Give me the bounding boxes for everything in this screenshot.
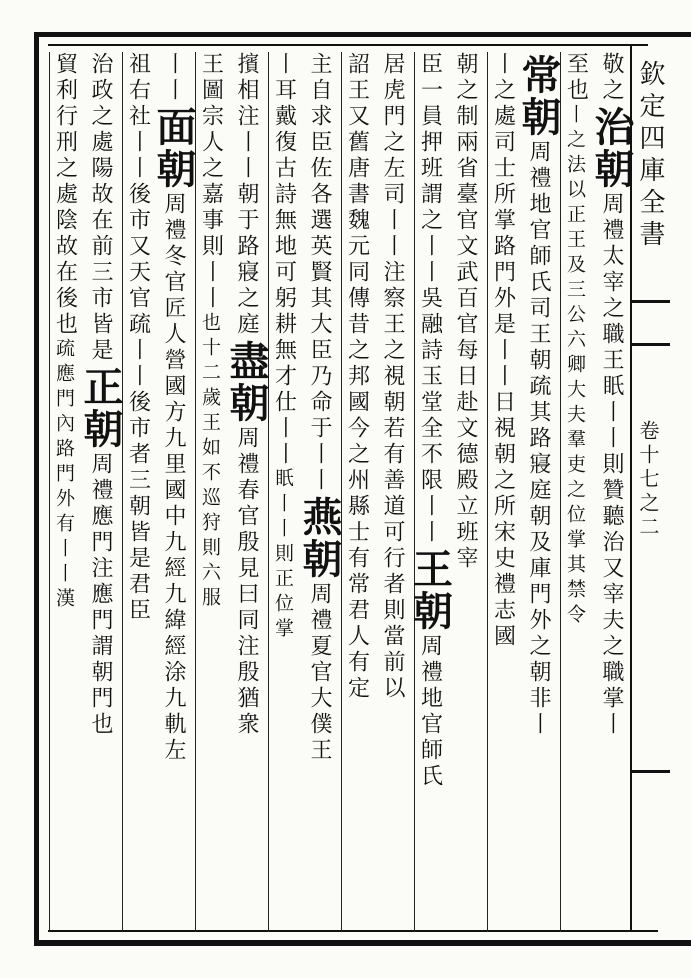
- text-column: [406, 52, 454, 932]
- column-text: 貿利行刑之處陰故在後也: [52, 52, 78, 338]
- top-rule: [48, 44, 648, 46]
- column-text: 王圖宗人之嘉事則丨丨: [198, 52, 224, 312]
- margin-rule: [630, 770, 670, 773]
- entry-heading: 治朝: [588, 106, 635, 190]
- column-text: 周禮夏官大僕王: [307, 582, 332, 764]
- text-column: [77, 52, 124, 932]
- column-text: 丨之法以正王及三公六卿大夫羣吏之位掌其禁令: [564, 104, 586, 629]
- column-text: 朝之制兩省臺官文武百官每日赴文德殿立班宰: [453, 52, 478, 572]
- text-column: [450, 52, 480, 932]
- column-text: 丨耳戴復古詩無地可躬耕無才仕丨丨: [271, 52, 297, 468]
- volume-label: 卷十七之二: [636, 420, 660, 540]
- text-column: [223, 52, 270, 932]
- text-column: [515, 52, 562, 932]
- entry-heading: 面朝: [150, 106, 197, 190]
- text-column: [377, 52, 407, 932]
- book-title: 欽定四庫全書: [635, 60, 665, 252]
- column-text: 丨丨: [161, 52, 186, 104]
- column-text: 敬之: [599, 52, 624, 104]
- column-text: 周禮冬官匠人營國方九里國中九經九緯經涂九軌左: [161, 192, 186, 764]
- entry-heading: 王朝: [406, 548, 454, 632]
- column-text: 丨之處司士所掌路門外是丨丨日視朝之所宋史禮志國: [490, 52, 516, 650]
- text-column: [268, 52, 299, 932]
- text-column: [195, 52, 226, 932]
- text-column: [150, 52, 197, 932]
- text-column: [560, 52, 591, 932]
- column-text: 疏應門內路門外有丨丨漢: [53, 338, 75, 613]
- text-column: [487, 52, 518, 932]
- column-text: 也十二歲王如不巡狩則六服: [199, 312, 221, 612]
- entry-heading: 盡朝: [223, 340, 270, 424]
- column-text: 周禮春官殷見曰同注殷猶衆: [234, 426, 259, 738]
- entry-heading: 常朝: [515, 54, 562, 138]
- text-column: [122, 52, 153, 932]
- text-column: [588, 52, 635, 932]
- text-column: [49, 52, 80, 932]
- text-column: [296, 52, 343, 932]
- column-text: 眂丨丨則正位掌: [272, 468, 294, 643]
- column-text: 周禮太宰之職王眂丨丨則贊聽治又宰夫之職掌丨: [599, 192, 624, 738]
- entry-heading: 正朝: [77, 366, 124, 450]
- column-text: 周禮地官師氏: [417, 634, 443, 790]
- fish-tail-mark: [630, 300, 670, 346]
- column-text: 擯相注丨丨朝于路寢之庭: [234, 52, 259, 338]
- column-text: 詔王又舊唐書魏元同傳昔之邦國今之州縣士有常君人有定: [344, 52, 370, 702]
- column-text: 主自求臣佐各選英賢其大臣乃命于丨丨: [307, 52, 332, 494]
- column-text: 周禮地官師氏司王朝疏其路寢庭朝及庫門外之朝非丨: [526, 140, 551, 738]
- column-text: 周禮應門注應門謂朝門也: [88, 452, 113, 738]
- entry-heading: 燕朝: [296, 496, 343, 580]
- column-text: 治政之處陽故在前三市皆是: [88, 52, 113, 364]
- column-text: 臣一員押班謂之丨丨吳融詩玉堂全不限丨丨: [417, 52, 443, 546]
- column-text: 祖右社丨丨後市又天官疏丨丨後市者三朝皆是君臣: [125, 52, 151, 624]
- column-text: 居虎門之左司丨丨注察王之視朝若有善道可行者則當前以: [380, 52, 405, 702]
- column-text: 至也: [563, 52, 589, 104]
- text-column: [341, 52, 372, 932]
